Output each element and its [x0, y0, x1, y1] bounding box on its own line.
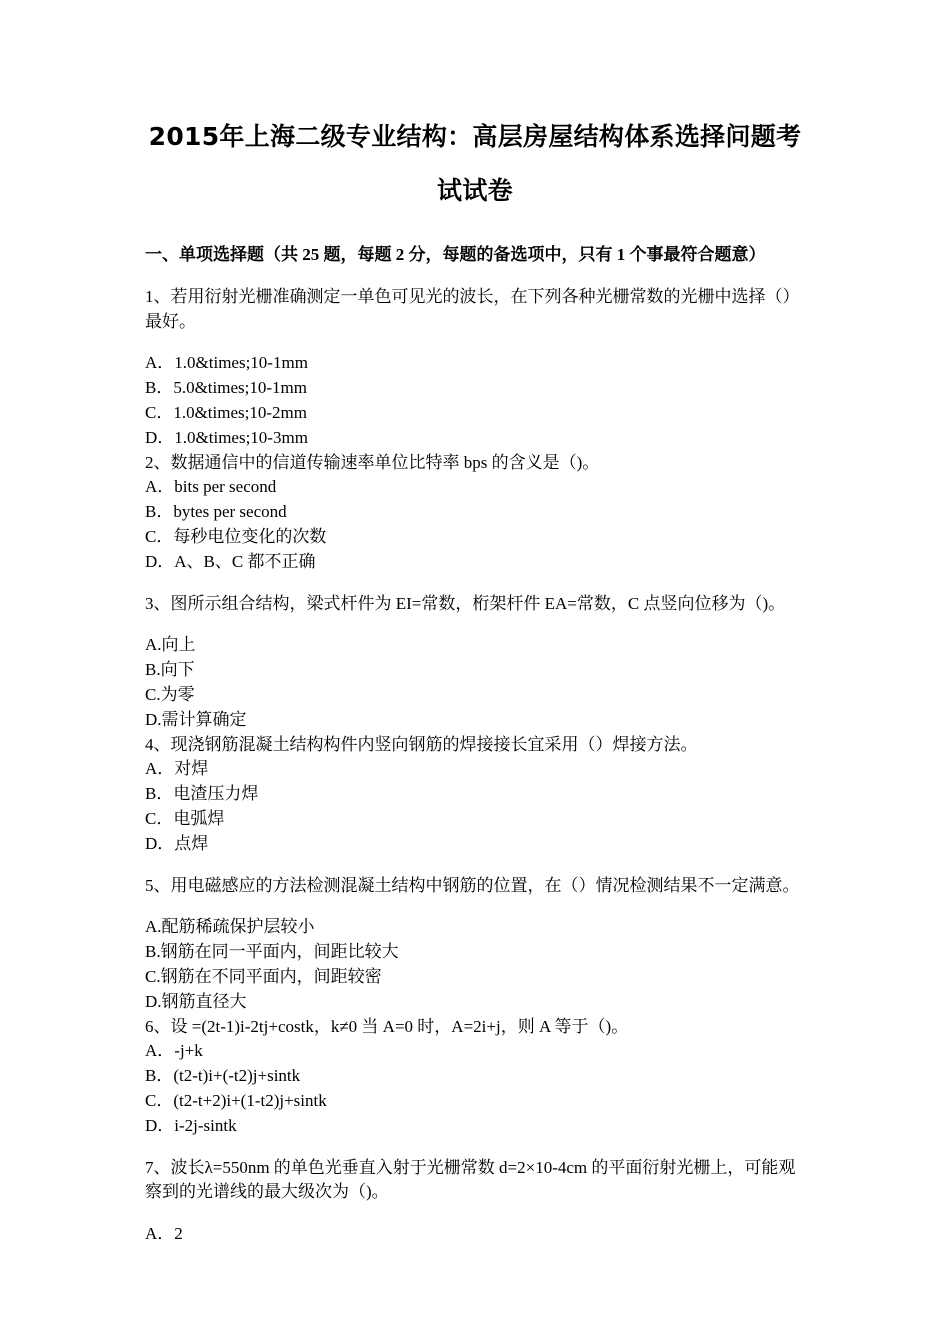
option-d: D.需计算确定: [145, 709, 247, 729]
option-c: C.为零: [145, 684, 195, 704]
question-stem: 1、若用衍射光栅准确测定一单色可见光的波长，在下列各种光栅常数的光栅中选择（）最好。: [145, 286, 800, 331]
option-a: A．-j+k: [145, 1041, 203, 1061]
question-stem: 6、设 =(2t-1)i-2tj+costk，k≠0 当 A=0 时，A=2i+j，则 A 等于（)。: [145, 1016, 629, 1036]
option-a: A．1.0&times;10-1mm: [145, 353, 308, 373]
document-body: [145, 243, 810, 1247]
question-1: [145, 285, 810, 451]
question-stem: 7、波长λ=550nm 的单色光垂直入射于光栅常数 d=2×10-4cm 的平面衍射光栅上，可能观察到的光谱线的最大级次为（)。: [145, 1157, 796, 1202]
option-a: A．对焊: [145, 759, 209, 779]
option-b: B.向下: [145, 660, 195, 680]
question-stem: 3、图所示组合结构，梁式杆件为 EI=常数，桁架杆件 EA=常数，C 点竖向位移为（)。: [145, 593, 786, 613]
option-a: A．2: [145, 1224, 183, 1244]
option-c: C.钢筋在不同平面内，间距较密: [145, 966, 382, 986]
question-4: [145, 733, 810, 857]
option-b: B.钢筋在同一平面内，间距比较大: [145, 942, 399, 962]
option-c: C．电弧焊: [145, 808, 225, 828]
option-d: D.钢筋直径大: [145, 991, 247, 1011]
option-d: D．i-2j-sintk: [145, 1115, 237, 1135]
question-5: [145, 874, 810, 1015]
section-heading: 一、单项选择题（共 25 题，每题 2 分，每题的备选项中，只有 1 个事最符合题意）: [145, 245, 766, 264]
option-c: C．1.0&times;10-2mm: [145, 402, 307, 422]
option-c: C．(t2-t+2)i+(1-t2)j+sintk: [145, 1090, 327, 1110]
option-c: C．每秒电位变化的次数: [145, 526, 327, 546]
question-7: [145, 1156, 810, 1247]
option-b: B．bytes per second: [145, 502, 287, 522]
question-stem: 4、现浇钢筋混凝土结构构件内竖向钢筋的焊接接长宜采用（）焊接方法。: [145, 734, 698, 754]
question-stem: 5、用电磁感应的方法检测混凝土结构中钢筋的位置，在（）情况检测结果不一定满意。: [145, 875, 800, 895]
option-a: A．bits per second: [145, 477, 277, 497]
title-line-2: 试试卷: [437, 176, 513, 205]
option-d: D．A、B、C 都不正确: [145, 551, 316, 571]
question-6: [145, 1015, 810, 1139]
document-title: [100, 110, 850, 218]
option-b: B．电渣压力焊: [145, 784, 259, 804]
question-3: [145, 592, 810, 733]
option-d: D．1.0&times;10-3mm: [145, 427, 308, 447]
question-stem: 2、数据通信中的信道传输速率单位比特率 bps 的含义是（)。: [145, 452, 600, 472]
question-2: [145, 451, 810, 575]
option-d: D．点焊: [145, 833, 209, 853]
option-b: B．(t2-t)i+(-t2)j+sintk: [145, 1066, 301, 1086]
option-a: A.配筋稀疏保护层较小: [145, 917, 315, 937]
title-line-1: 2015年上海二级专业结构：高层房屋结构体系选择问题考: [148, 122, 802, 151]
option-a: A.向上: [145, 635, 196, 655]
option-b: B．5.0&times;10-1mm: [145, 378, 307, 398]
